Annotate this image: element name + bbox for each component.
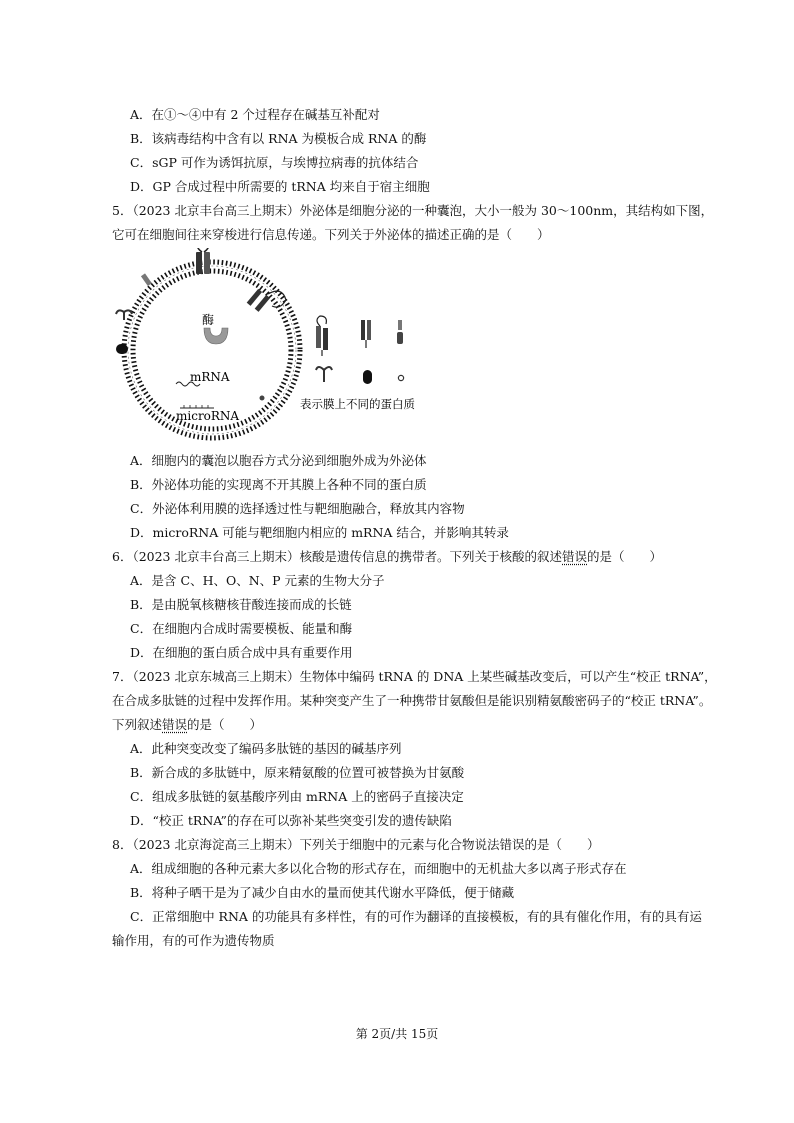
q6-stem — [112, 549, 662, 565]
microrna-label: microRNA — [176, 409, 240, 423]
q7-option-d: D．“校正 tRNA”的存在可以弥补某些突变引发的遗传缺陷 — [130, 813, 452, 828]
q5-stem-line2: 它可在细胞间往来穿梭进行信息传递。下列关于外泌体的描述正确的是（ ） — [112, 227, 550, 242]
q4-option-b: B．该病毒结构中含有以 RNA 为模板合成 RNA 的酶 — [130, 131, 427, 146]
enzyme-label: 酶 — [202, 313, 215, 327]
q7-stem-line3 — [112, 717, 262, 733]
q7-stem-post: 的是（ ） — [187, 717, 263, 732]
q7-stem-pre: 下列叙述 — [112, 717, 163, 732]
q5-option-b: B．外泌体功能的实现离不开其膜上各种不同的蛋白质 — [130, 477, 427, 492]
q6-option-d: D．在细胞的蛋白质合成中具有重要作用 — [130, 645, 353, 660]
q4-option-a: A．在①～④中有 2 个过程存在碱基互补配对 — [130, 107, 380, 122]
q5-option-a: A．细胞内的囊泡以胞吞方式分泌到细胞外成为外泌体 — [130, 453, 427, 468]
enzyme-shape — [204, 328, 228, 344]
mrna-label: mRNA — [190, 370, 230, 384]
q6-stem-emphasis: 错误 — [562, 549, 588, 564]
q5-option-c: C．外泌体利用膜的选择透过性与靶细胞融合，释放其内容物 — [130, 501, 465, 516]
q8-option-a: A．组成细胞的各种元素大多以化合物的形式存在，而细胞中的无机盐大多以离子形式存在 — [130, 861, 627, 876]
exosome-diagram — [110, 248, 430, 448]
q5-option-d: D．microRNA 可能与靶细胞内相应的 mRNA 结合，并影响其转录 — [130, 525, 509, 540]
exosome-figure — [110, 248, 430, 448]
q7-stem-line2: 在合成多肽链的过程中发挥作用。某种突变产生了一种携带甘氨酸但是能识别精氨酸密码子的“校正 tRNA”。 — [112, 693, 712, 708]
q8-option-b: B．将种子晒干是为了减少自由水的量而使其代谢水平降低，便于储藏 — [130, 885, 515, 900]
protein-legend — [316, 316, 404, 384]
q6-option-a: A．是含 C、H、O、N、P 元素的生物大分子 — [130, 573, 385, 588]
page-footer: 第 2页/共 15页 — [355, 1027, 439, 1041]
q7-option-b: B．新合成的多肽链中，原来精氨酸的位置可被替换为甘氨酸 — [130, 765, 465, 780]
q6-stem-pre: 6．（2023 北京丰台高三上期末）核酸是遗传信息的携带者。下列关于核酸的叙述 — [112, 549, 562, 564]
q6-option-c: C．在细胞内合成时需要模板、能量和酶 — [130, 621, 353, 636]
q4-option-c: C．sGP 可作为诱饵抗原，与埃博拉病毒的抗体结合 — [130, 155, 419, 170]
q8-stem: 8．（2023 北京海淀高三上期末）下列关于细胞中的元素与化合物说法错误的是（ ） — [112, 837, 600, 852]
q6-option-b: B．是由脱氧核糖核苷酸连接而成的长链 — [130, 597, 352, 612]
q7-option-a: A．此种突变改变了编码多肽链的基因的碱基序列 — [130, 741, 402, 756]
q4-option-d: D．GP 合成过程中所需要的 tRNA 均来自于宿主细胞 — [130, 179, 430, 194]
q6-stem-post: 的是（ ） — [587, 549, 663, 564]
q7-stem-line1: 7．（2023 北京东城高三上期末）生物体中编码 tRNA 的 DNA 上某些碱基改变后，可以产生“校正 tRNA”， — [112, 669, 717, 684]
q7-option-c: C．组成多肽链的氨基酸序列由 mRNA 上的密码子直接决定 — [130, 789, 464, 804]
q5-stem-line1: 5．（2023 北京丰台高三上期末）外泌体是细胞分泌的一种囊泡，大小一般为 30～100nm，其结构如下图， — [112, 203, 714, 218]
legend-caption: 表示膜上不同的蛋白质 — [300, 397, 415, 411]
q8-option-c-line2: 输作用，有的可作为遗传物质 — [112, 933, 275, 948]
q8-option-c-line1: C．正常细胞中 RNA 的功能具有多样性，有的可作为翻译的直接模板，有的具有催化作用，有的具有运 — [130, 909, 702, 924]
q7-stem-emphasis: 错误 — [162, 717, 188, 732]
